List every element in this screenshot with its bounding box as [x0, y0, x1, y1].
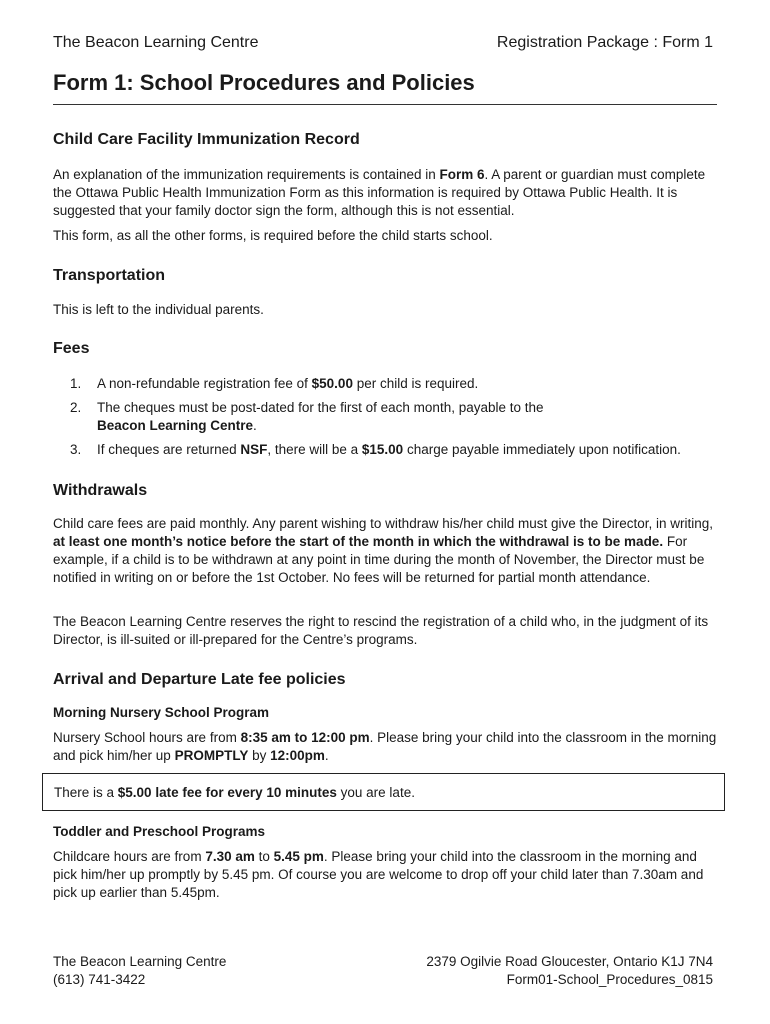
footer-org: The Beacon Learning Centre [53, 954, 227, 969]
transportation-heading: Transportation [53, 267, 166, 284]
fees-item-2-number: 2. [70, 400, 82, 415]
header-org: The Beacon Learning Centre [53, 34, 259, 51]
page-title: Form 1: School Procedures and Policies [53, 70, 475, 95]
immunization-heading: Child Care Facility Immunization Record [53, 131, 360, 148]
fees-item-1-number: 1. [70, 376, 82, 391]
fees-item-1: A non-refundable registration fee of $50.00 per child is required. [97, 376, 479, 391]
morning-program-paragraph: Nursery School hours are from 8:35 am to 12:00 pm. Please bring your child into the classroom in the morning and pick him/her up PROMPTLY by 12:00pm. [53, 730, 717, 763]
withdrawals-paragraph-1: Child care fees are paid monthly. Any parent wishing to withdraw his/her child must give the Director, in writing, at least one month’s notice before the start of the month in which the withdrawal is to be made. For example, if a child is to be withdrawn at any point in time during the month of November, the Director must be notified in writing on or before the 1st October. No fees will be returned for partial month attendance. [53, 516, 714, 585]
immunization-paragraph-2: This form, as all the other forms, is required before the child starts school. [53, 228, 493, 243]
fees-item-3-number: 3. [70, 442, 82, 457]
footer-phone: (613) 741-3422 [53, 972, 146, 987]
footer-address: 2379 Ogilvie Road Gloucester, Ontario K1J 7N4 [426, 954, 713, 969]
morning-program-subheading: Morning Nursery School Program [53, 705, 270, 720]
footer-right [426, 953, 713, 989]
immunization-paragraph-1: An explanation of the immunization requirements is contained in Form 6. A parent or guardian must complete the Ottawa Public Health Immunization Form as this information is required by Ottawa Public Health. It is suggested that your family doctor sign the form, although this is not essential. [53, 167, 706, 218]
toddler-program-paragraph: Childcare hours are from 7.30 am to 5.45 pm. Please bring your child into the classroom in the morning and pick him/her up promptly by 5.45 pm. Of course you are welcome to drop off your child later than 7.30am and pick up earlier than 5.45pm. [53, 849, 704, 900]
arrival-heading: Arrival and Departure Late fee policies [53, 671, 346, 688]
header-package: Registration Package : Form 1 [496, 34, 713, 51]
footer-left [53, 953, 226, 989]
fees-heading: Fees [53, 340, 90, 357]
transportation-paragraph: This is left to the individual parents. [53, 302, 264, 317]
late-fee-notice-box [42, 773, 725, 811]
fees-item-3: If cheques are returned NSF, there will be a $15.00 charge payable immediately upon notification. [97, 442, 681, 457]
fees-item-2: The cheques must be post-dated for the first of each month, payable to the Beacon Learning Centre. [97, 400, 544, 433]
withdrawals-paragraph-2: The Beacon Learning Centre reserves the right to rescind the registration of a child who, in the judgment of its Director, is ill-suited or ill-prepared for the Centre’s programs. [53, 614, 709, 647]
withdrawals-heading: Withdrawals [53, 482, 148, 499]
late-fee-notice: There is a $5.00 late fee for every 10 minutes you are late. [54, 785, 415, 800]
footer-document-id: Form01-School_Procedures_0815 [506, 972, 713, 987]
title-divider [53, 104, 717, 105]
toddler-program-subheading: Toddler and Preschool Programs [53, 824, 266, 839]
